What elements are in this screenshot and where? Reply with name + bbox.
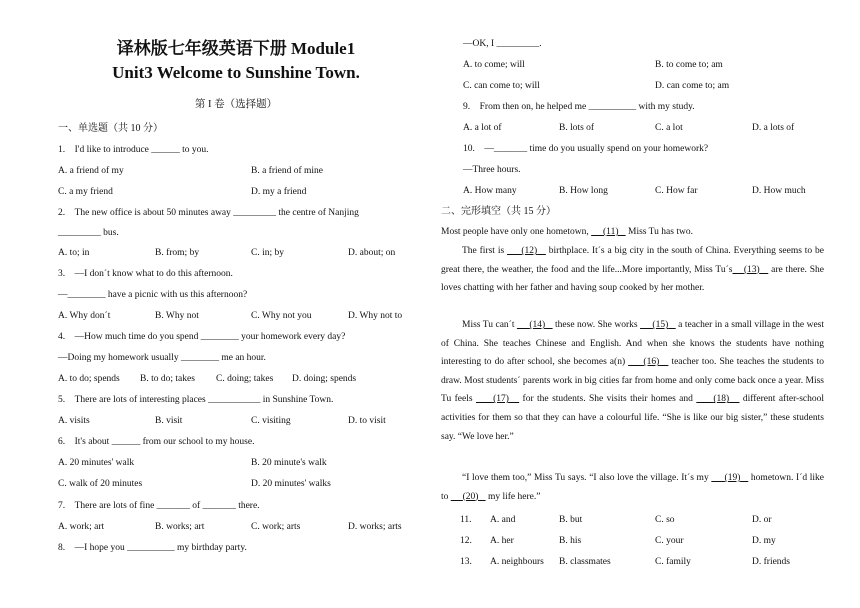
title-line-2: Unit3 Welcome to Sunshine Town. — [112, 63, 360, 82]
blank-number: (16) — [643, 357, 660, 368]
q4-option-d[interactable]: D. doing; spends — [292, 374, 357, 384]
blank-14[interactable] — [517, 320, 553, 330]
q7-option-c[interactable]: C. work; arts — [251, 522, 301, 532]
q12-option-a[interactable]: A. her — [490, 536, 514, 546]
q5-option-a[interactable]: A. visits — [58, 416, 90, 426]
q8-option-a[interactable]: A. to come; will — [463, 60, 525, 70]
q4-option-b[interactable]: B. to do; takes — [140, 374, 195, 384]
blank-19[interactable] — [711, 473, 748, 483]
q10-option-b[interactable]: B. How long — [559, 186, 608, 196]
question-6-stem: 6. It's about ______ from our school to my house. — [58, 437, 255, 447]
q2-option-a[interactable]: A. to; in — [58, 248, 90, 258]
question-2-stem-cont: _________ bus. — [58, 228, 119, 238]
q9-option-d[interactable]: D. a lots of — [752, 123, 795, 133]
q6-option-d[interactable]: D. 20 minutes' walks — [251, 479, 331, 489]
cloze-paragraph-3 — [441, 316, 824, 446]
q1-option-a[interactable]: A. a friend of my — [58, 166, 124, 176]
blank-17[interactable] — [476, 394, 519, 404]
cloze-text: Miss Tu has two. — [625, 227, 693, 237]
q12-option-b[interactable]: B. his — [559, 536, 582, 546]
q6-option-a[interactable]: A. 20 minutes' walk — [58, 458, 135, 468]
cloze-text: these now. She works — [552, 320, 641, 330]
cloze-text: birthplace. It´s a big city in the south of China. Everything seems to be great there, the weather, the food and the life...More importantly, Miss Tu´s — [441, 246, 825, 275]
q13-option-c[interactable]: C. family — [655, 557, 691, 567]
q11-option-d[interactable]: D. or — [752, 515, 772, 525]
blank-20[interactable] — [451, 492, 486, 502]
q3-option-b[interactable]: B. Why not — [155, 311, 199, 321]
part-label: 第 I 卷（选择题） — [194, 99, 278, 110]
q12-option-d[interactable]: D. my — [752, 536, 776, 546]
q6-option-b[interactable]: B. 20 minute's walk — [251, 458, 327, 468]
blank-number: (12) — [521, 246, 538, 256]
q3-option-d[interactable]: D. Why not to — [348, 311, 403, 321]
question-11-number: 11. — [460, 515, 472, 525]
q9-option-a[interactable]: A. a lot of — [463, 123, 502, 133]
q11-option-b[interactable]: B. but — [559, 515, 583, 525]
blank-number: (11) — [603, 227, 619, 237]
blank-number: (19) — [724, 473, 741, 483]
q10-option-a[interactable]: A. How many — [463, 186, 517, 196]
q11-option-a[interactable]: A. and — [490, 515, 516, 525]
blank-number: (15) — [652, 320, 669, 330]
q9-option-c[interactable]: C. a lot — [655, 123, 683, 133]
cloze-text: a teacher in a small village in the west of China. She teaches Chinese and English. And when she knows the students have nothing interesting to do after school, she becomes a(n) — [441, 320, 825, 368]
q4-option-c[interactable]: C. doing; takes — [216, 374, 274, 384]
q7-option-d[interactable]: D. works; arts — [348, 522, 402, 532]
question-1-stem: 1. I'd like to introduce ______ to you. — [58, 145, 209, 155]
cloze-paragraph-4 — [441, 469, 824, 506]
question-8-stem-cont: —OK, I _________. — [463, 39, 542, 49]
question-4-stem-cont: —Doing my homework usually ________ me an hour. — [58, 353, 266, 363]
question-4-stem: 4. —How much time do you spend ________ your homework every day? — [58, 332, 346, 342]
cloze-text: “I love them too,” Miss Tu says. “I also love the village. It´s my — [462, 473, 712, 483]
question-10-stem-cont: —Three hours. — [463, 165, 521, 175]
q9-option-b[interactable]: B. lots of — [559, 123, 595, 133]
q2-option-d[interactable]: D. about; on — [348, 248, 396, 258]
cloze-text: are there. She loves chatting with her father and having soup cooked by her mother. — [441, 264, 825, 294]
q13-option-a[interactable]: A. neighbours — [490, 557, 544, 567]
blank-13[interactable] — [733, 265, 769, 275]
q10-option-d[interactable]: D. How much — [752, 186, 806, 196]
q1-option-c[interactable]: C. a my friend — [58, 187, 113, 197]
q5-option-d[interactable]: D. to visit — [348, 416, 386, 426]
question-10-stem: 10. —_______ time do you usually spend on your homework? — [463, 144, 709, 154]
cloze-paragraph-1 — [441, 223, 824, 242]
title-line-1: 译林版七年级英语下册 Module1 — [116, 39, 356, 58]
q5-option-c[interactable]: C. visiting — [251, 416, 291, 426]
cloze-text: hometown. I´d like to — [441, 473, 825, 502]
q3-option-a[interactable]: A. Why don´t — [58, 311, 111, 321]
q2-option-b[interactable]: B. from; by — [155, 248, 200, 258]
blank-number: (18) — [713, 394, 730, 405]
cloze-text: The first is — [462, 246, 508, 256]
blank-12[interactable] — [507, 246, 546, 256]
question-5-stem: 5. There are lots of interesting places ___________ in Sunshine Town. — [58, 395, 334, 405]
q3-option-c[interactable]: C. Why not you — [251, 311, 312, 321]
q4-option-a[interactable]: A. to do; spends — [58, 374, 120, 384]
section-heading-single-choice: 一、单选题（共 10 分） — [58, 123, 163, 134]
blank-number: (14) — [529, 320, 546, 330]
q6-option-c[interactable]: C. walk of 20 minutes — [58, 479, 143, 489]
cloze-text: my life here.” — [485, 491, 541, 502]
question-12-number: 12. — [460, 536, 472, 546]
q1-option-d[interactable]: D. my a friend — [251, 187, 307, 197]
cloze-text: Miss Tu can´t — [462, 320, 517, 330]
blank-18[interactable] — [696, 394, 739, 404]
q8-option-c[interactable]: C. can come to; will — [463, 81, 540, 91]
question-3-stem: 3. —I don´t know what to do this afternoon. — [58, 269, 233, 279]
cloze-text: for the students. She visits their homes and — [519, 394, 697, 405]
blank-number: (17) — [493, 394, 509, 405]
q11-option-c[interactable]: C. so — [655, 515, 675, 525]
q2-option-c[interactable]: C. in; by — [251, 248, 284, 258]
cloze-paragraph-2 — [441, 242, 824, 298]
blank-15[interactable] — [640, 320, 676, 330]
q7-option-b[interactable]: B. works; art — [155, 522, 205, 532]
question-2-stem: 2. The new office is about 50 minutes away _________ the centre of Nanjing — [58, 208, 359, 218]
q13-option-b[interactable]: B. classmates — [559, 557, 611, 567]
question-7-stem: 7. There are lots of fine _______ of _______ there. — [58, 501, 260, 511]
question-3-stem-cont: —________ have a picnic with us this afternoon? — [58, 290, 248, 300]
section-heading-cloze: 二、完形填空（共 15 分） — [441, 206, 556, 217]
q13-option-d[interactable]: D. friends — [752, 557, 790, 567]
cloze-text: different after-school activities for them so that they can have a colourful life. “She is like our big sister,” these students say. “We love her.” — [441, 394, 825, 442]
q1-option-b[interactable]: B. a friend of mine — [251, 166, 324, 176]
question-9-stem: 9. From then on, he helped me __________ with my study. — [463, 102, 695, 112]
q10-option-c[interactable]: C. How far — [655, 186, 698, 196]
question-8-stem: 8. —I hope you __________ my birthday party. — [58, 543, 247, 553]
q12-option-c[interactable]: C. your — [655, 536, 684, 546]
cloze-text: Most people have only one hometown, — [441, 227, 592, 237]
q7-option-a[interactable]: A. work; art — [58, 522, 105, 532]
blank-11[interactable] — [591, 227, 625, 237]
question-13-number: 13. — [460, 557, 472, 567]
blank-number: (20) — [462, 491, 479, 502]
q8-option-d[interactable]: D. can come to; am — [655, 81, 730, 91]
q8-option-b[interactable]: B. to come to; am — [655, 60, 723, 70]
q5-option-b[interactable]: B. visit — [155, 416, 183, 426]
blank-16[interactable] — [628, 357, 668, 367]
cloze-text: teacher too. She teaches the students to draw. Most students´ parents work in big cities far from home and only come back once a year. Miss Tu feels — [441, 357, 825, 405]
blank-number: (13) — [743, 264, 760, 275]
